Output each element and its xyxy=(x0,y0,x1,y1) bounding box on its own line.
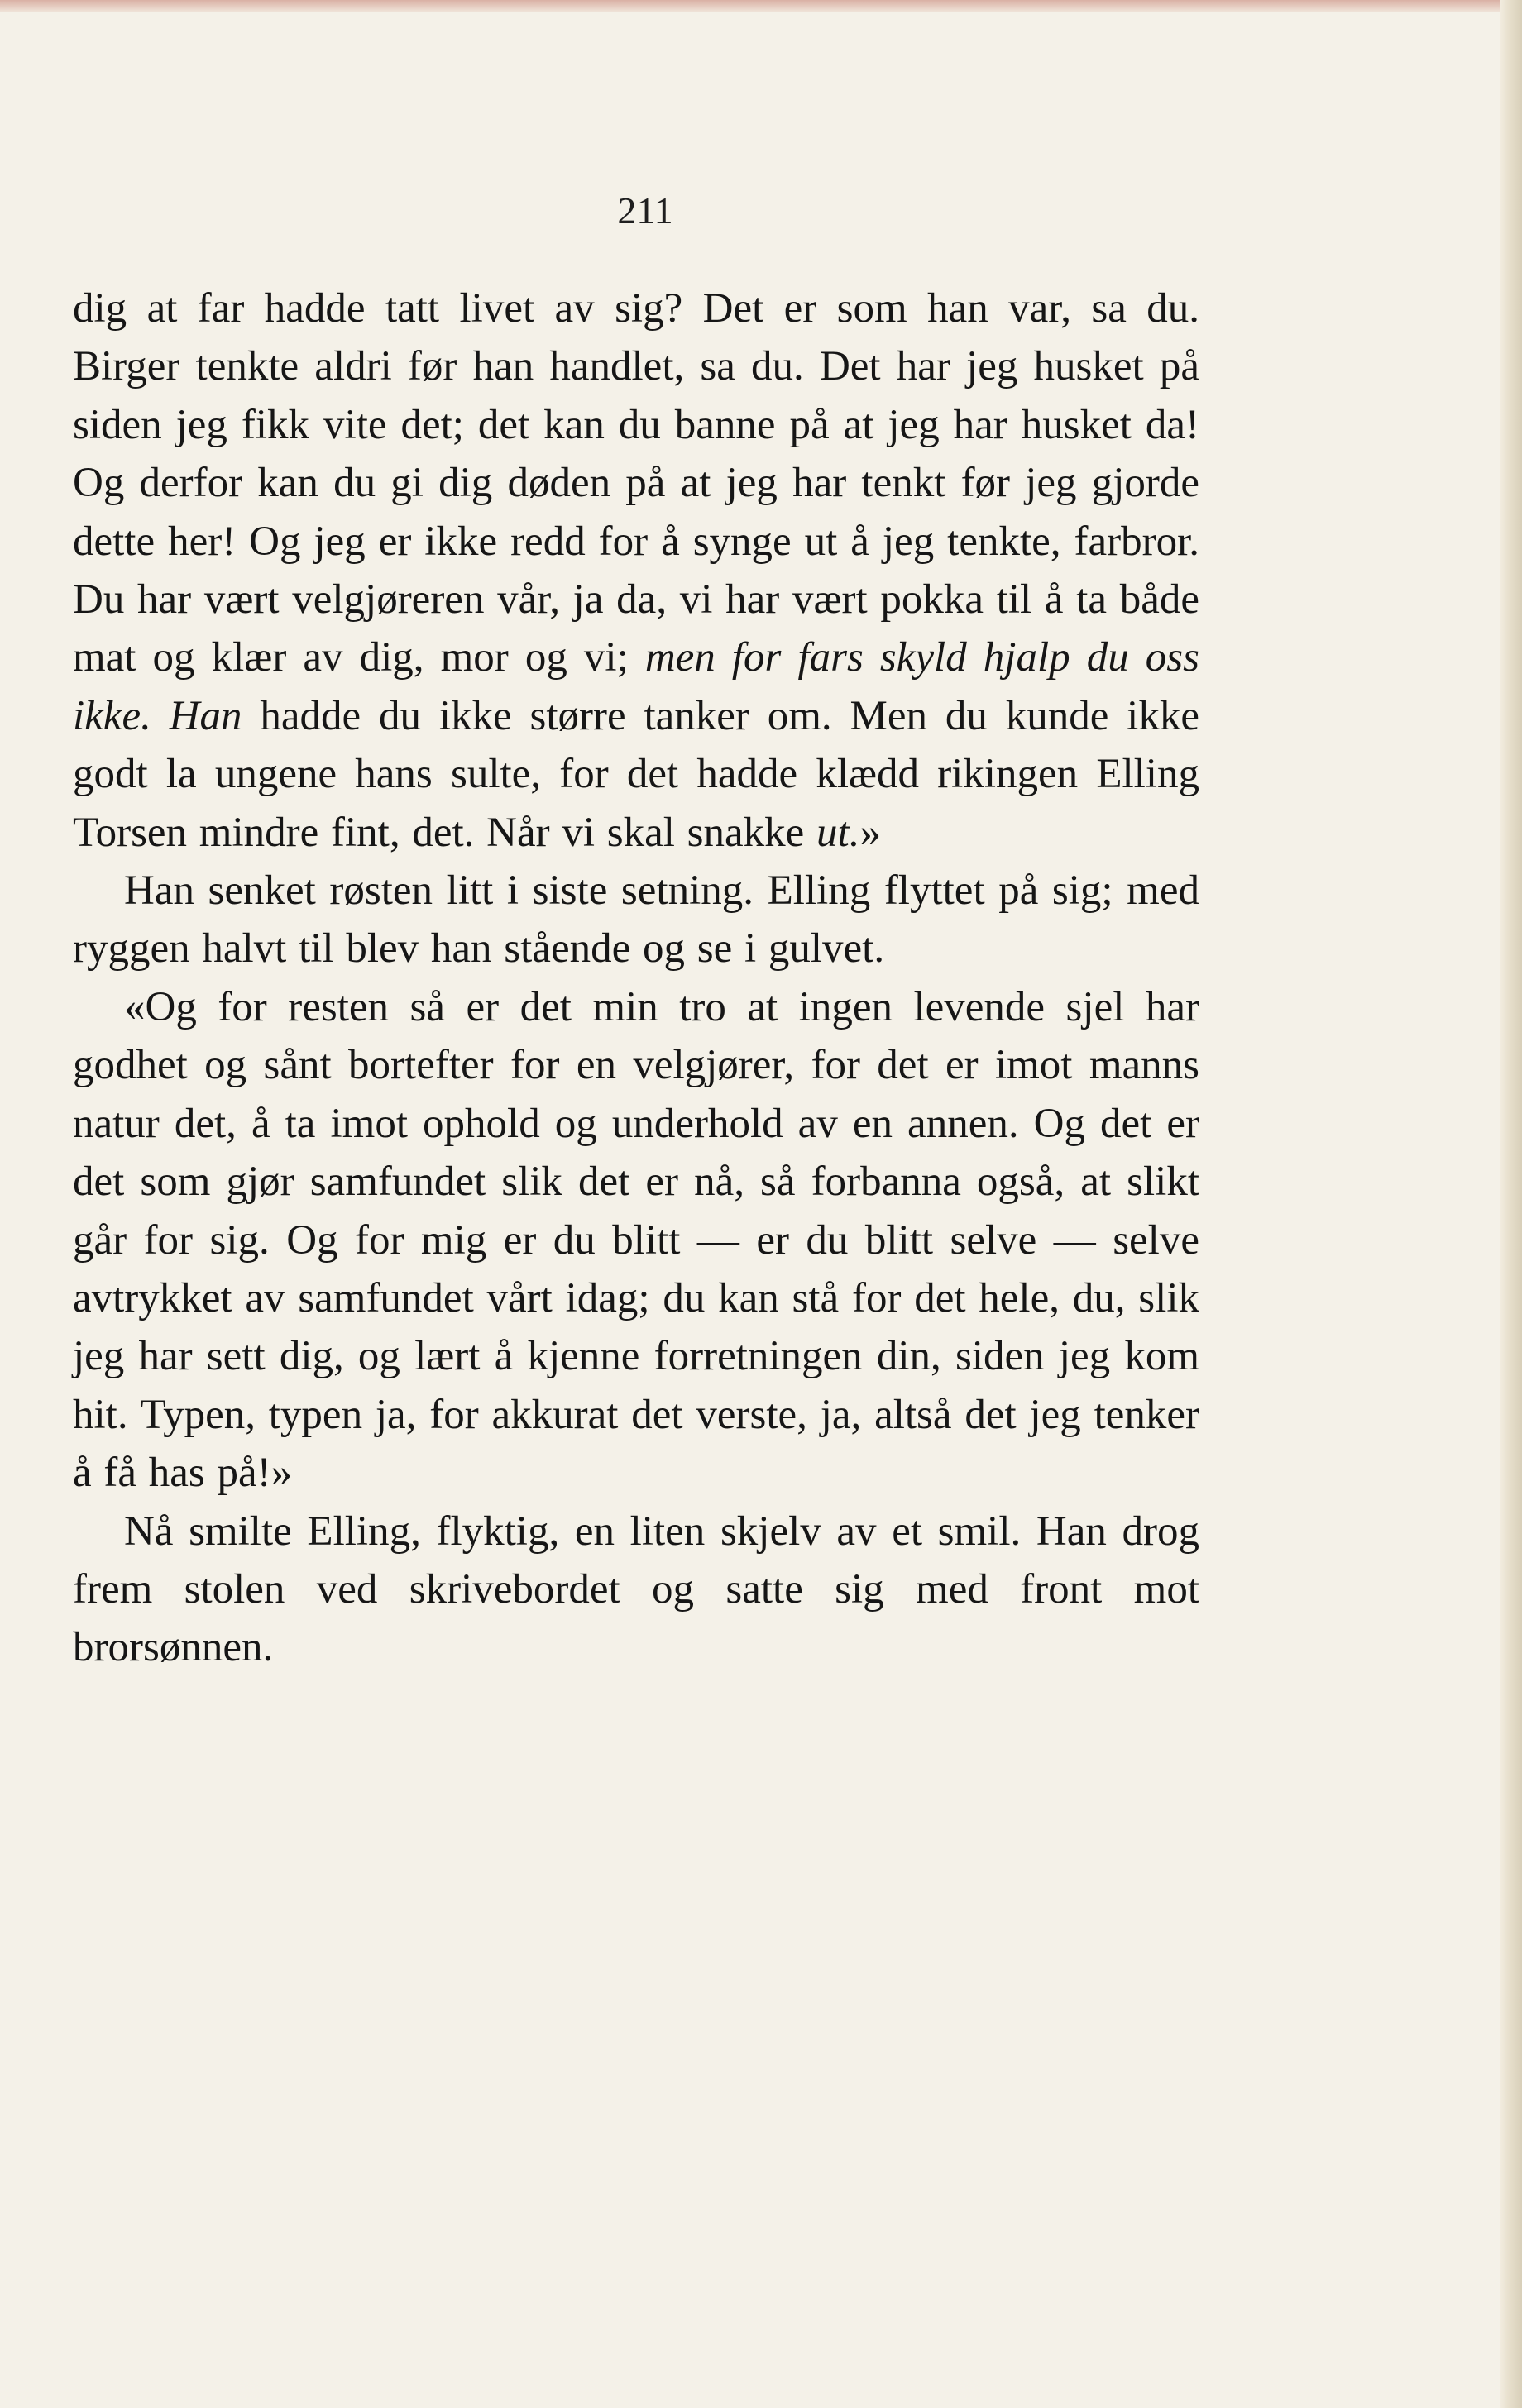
body-text xyxy=(73,280,1199,1677)
page-number: 211 xyxy=(617,189,673,232)
paragraph-1-segment-3: hadde du ikke større tanker om. Men du kunde ikke godt la ungene hans sulte, for det hadde klædd rikingen Elling Torsen mindre fint, det. Når vi skal snakke xyxy=(73,692,1199,856)
paragraph-2-text: Han senket røsten litt i siste setning. Elling flyttet på sig; med ryggen halvt til blev han stående og se i gulvet. xyxy=(73,867,1199,972)
paragraph-1 xyxy=(73,280,1199,862)
paragraph-4 xyxy=(73,1503,1199,1677)
paragraph-1-segment-1: dig at far hadde tatt livet av sig? Det er som han var, sa du. Birger tenkte aldri før han handlet, sa du. Det har jeg husket på siden jeg fikk vite det; det kan du banne på at jeg har husket da! Og derfor kan du gi dig døden på at jeg har tenkt før jeg gjorde dette her! Og jeg er ikke redd for å synge ut å jeg tenkte, farbror. Du har vært velgjøreren vår, ja da, vi har vært pokka til å ta både mat og klær av dig, mor og vi; xyxy=(73,285,1199,681)
paragraph-1-italic-2: ut. xyxy=(816,809,860,856)
page-right-edge xyxy=(1500,0,1522,2408)
page-top-edge xyxy=(0,0,1522,12)
paragraph-4-text: Nå smilte Elling, flyktig, en liten skjelv av et smil. Han drog frem stolen ved skrivebordet og satte sig med front mot brorsønnen. xyxy=(73,1507,1199,1671)
paragraph-1-italic-1: men for fars skyld hjalp du oss ikke. Han xyxy=(73,634,1199,739)
paragraph-3-text: «Og for resten så er det min tro at ingen levende sjel har godhet og sånt bortefter for en velgjører, for det er imot manns natur det, å ta imot ophold og underhold av en annen. Og det er det som gjør samfundet slik det er nå, så forbanna også, at slikt går for sig. Og for mig er du blitt — er du blitt selve — selve avtrykket av samfundet vårt idag; du kan stå for det hele, du, slik jeg har sett dig, og lært å kjenne forretningen din, siden jeg kom hit. Typen, typen ja, for akkurat det verste, ja, altså det jeg tenker å få has på!» xyxy=(73,983,1199,1497)
paragraph-2 xyxy=(73,862,1199,978)
paragraph-3 xyxy=(73,978,1199,1503)
paragraph-1-segment-5: » xyxy=(859,809,881,856)
